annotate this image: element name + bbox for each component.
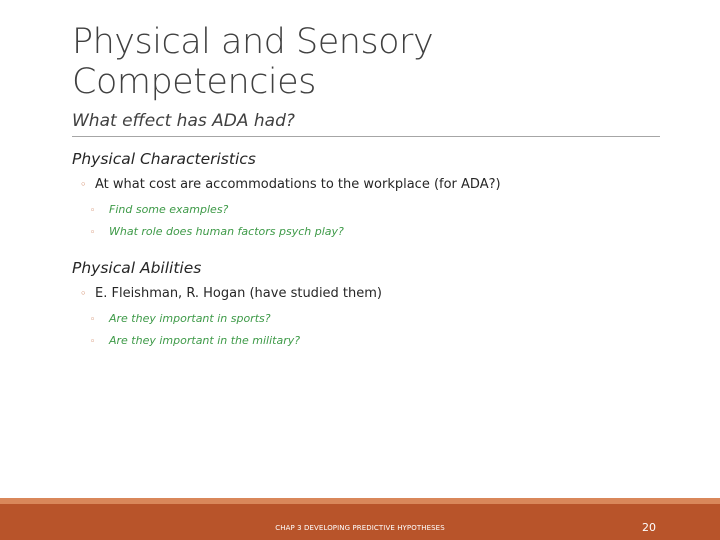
bullet-text: At what cost are accommodations to the workplace (for ADA?) (95, 177, 501, 192)
sub-bullet-item (90, 224, 662, 241)
sub-bullet-text: Find some examples? (109, 203, 229, 216)
sub-bullet-text: Are they important in sports? (109, 312, 271, 325)
sub-bullet-text: What role does human factors psych play? (109, 225, 344, 238)
title-divider (72, 136, 660, 137)
section-physical-characteristics (72, 148, 662, 241)
bullet-item (80, 176, 662, 194)
sub-bullet-marker-icon: ◦ (90, 228, 96, 238)
bullet-marker-icon: ◦ (80, 287, 87, 300)
slide-title: Physical and Sensory Competencies (72, 22, 434, 102)
sub-bullet-item (90, 333, 662, 350)
sub-bullet-text: Are they important in the military? (109, 334, 301, 347)
sub-bullet-marker-icon: ◦ (90, 337, 96, 347)
sub-bullet-marker-icon: ◦ (90, 315, 96, 325)
bullet-marker-icon: ◦ (80, 178, 87, 191)
sub-bullet-marker-icon: ◦ (90, 206, 96, 216)
sub-bullet-list (72, 202, 662, 241)
slide-subtitle: What effect has ADA had? (72, 111, 295, 131)
section-heading: Physical Characteristics (72, 150, 256, 168)
section-heading: Physical Abilities (72, 259, 202, 277)
bullet-item (80, 285, 662, 303)
section-physical-abilities (72, 257, 662, 350)
footer-bar (0, 498, 720, 540)
bullet-text: E. Fleishman, R. Hogan (have studied them) (95, 286, 383, 301)
sub-bullet-item (90, 311, 662, 328)
sub-bullet-item (90, 202, 662, 219)
footer-text: CHAP 3 DEVELOPING PREDICTIVE HYPOTHESES (275, 524, 445, 532)
slide-content (72, 148, 662, 355)
page-number: 20 (642, 521, 656, 534)
sub-bullet-list (72, 311, 662, 350)
